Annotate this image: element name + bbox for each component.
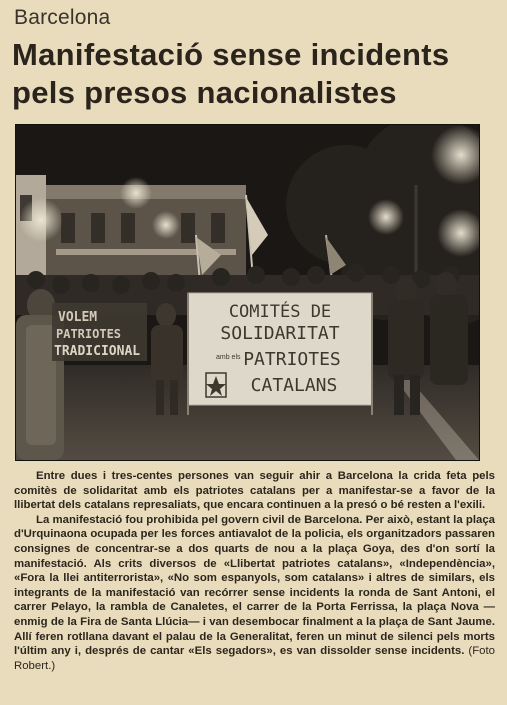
caption-paragraph-2-text: La manifestació fou prohibida pel govern civil de Barcelona. Per això, estant la plaça d'Urquinaona ocupada per les forces antiavalot de la policia, els organitzadors passaren consignes de concentrar-se a dos quarts de nou a la plaça Goya, des d'on sortí la manifestació. Als crits diversos de «Llibertat patriotes catalans», «Independència», «Fora la llei antiterrorista», «No som espanyols, som catalans» i altres de similars, els integrants de la manifestació van recórrer sense incidents la ronda de Sant Antoni, el carrer Pelayo, la rambla de Canaletes, el carrer de la Porta Ferrissa, la plaça Nova —enmig de la Fira de Santa Llúcia— i van desembocar finalment a la plaça de Sant Jaume. Allí feren rotllana davant el palau de la Generalitat, feren un minut de silenci pels morts l'últim any i, després de cantar «Els segadors», es van dissolder sense incidents.	[14, 513, 495, 658]
left-banner-line2: PATRIOTES	[56, 327, 122, 341]
headline: Manifestació sense incidents pels presos nacionalistes	[12, 37, 450, 110]
banner-line-solidaritat: SOLIDARITAT	[220, 323, 340, 344]
left-banner-line1: VOLEM	[58, 310, 98, 325]
banner-line-catalans: CATALANS	[250, 375, 338, 396]
left-banner-line3: TRADICIONAL	[54, 344, 141, 359]
caption-paragraph-2	[14, 513, 495, 674]
banner-line-amb-els: amb els	[216, 354, 241, 361]
news-photo	[15, 124, 480, 461]
caption	[14, 469, 495, 673]
banner-line-patriotes: PATRIOTES	[243, 349, 341, 370]
banner-line-comites: COMITÉS DE	[228, 302, 332, 322]
caption-paragraph-1: Entre dues i tres-centes persones van seguir ahir a Barcelona la crida feta pels comitès de solidaritat amb els patriotes catalans per a manifestar-se a favor de la llibertat dels catalans represaliats, que encara continuen a la presó o bé resten a l'exili.	[14, 470, 495, 512]
section-label: Barcelona	[14, 6, 111, 29]
photo-credit: (Foto Robert.)	[14, 645, 496, 672]
